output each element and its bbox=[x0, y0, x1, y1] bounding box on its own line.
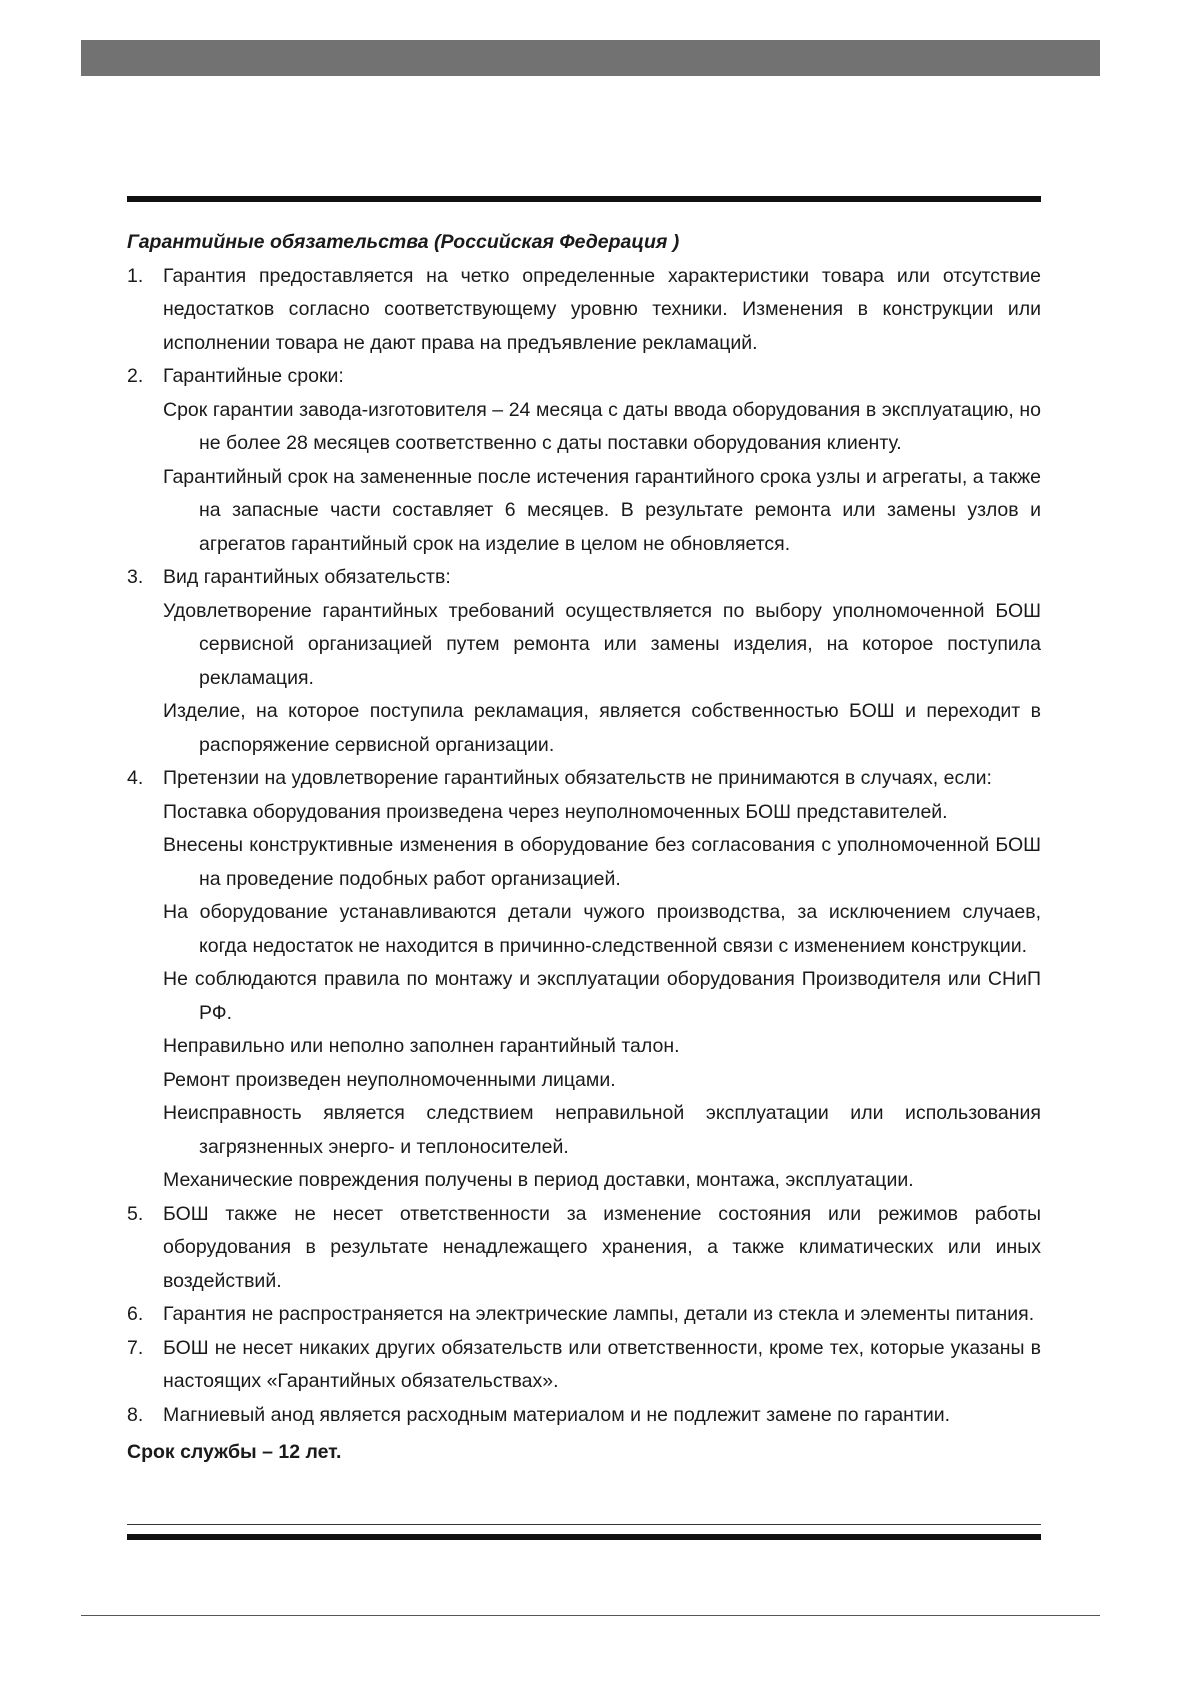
item-number: 1. bbox=[127, 264, 144, 287]
item-number: 4. bbox=[127, 767, 144, 789]
list-item bbox=[127, 561, 1041, 595]
sub-item: Неправильно или неполно заполнен гарантийный талон. bbox=[163, 1035, 680, 1057]
sub-item: Гарантийный срок на замененные после истечения гарантийного срока узлы и агрегаты, а также на запасные части составляет 6 месяцев. В результате ремонта или замены узлов и агрегатов гарантийный срок на изделие в целом не обновляется. bbox=[163, 465, 1041, 555]
sub-item: Поставка оборудования произведена через неуполномоченных БОШ представителей. bbox=[163, 800, 948, 823]
item-number: 8. bbox=[127, 1403, 144, 1426]
footer-rule bbox=[81, 1615, 1100, 1616]
item-number: 6. bbox=[127, 1303, 144, 1325]
sub-item: Удовлетворение гарантийных требований осуществляется по выбору уполномоченной БОШ сервисной организацией путем ремонта или замены изделия, на которое поступила рекламация. bbox=[163, 599, 1041, 689]
sub-item: Неисправность является следствием неправильной эксплуатации или использования загрязненных энерго- и теплоносителей. bbox=[163, 1102, 1041, 1158]
sub-item: На оборудование устанавливаются детали чужого производства, за исключением случаев, когда недостаток не находится в причинно-следственной связи с изменением конструкции. bbox=[163, 901, 1041, 957]
bottom-divider-thick bbox=[127, 1534, 1041, 1540]
item-text: Гарантийные сроки: bbox=[163, 365, 344, 387]
header-bar bbox=[81, 40, 1100, 76]
bottom-divider-thin bbox=[127, 1524, 1041, 1525]
item-text: БОШ не несет никаких других обязательств или ответственности, кроме тех, которые указаны в настоящих «Гарантийных обязательствах». bbox=[163, 1336, 1041, 1392]
list-item bbox=[127, 360, 1041, 394]
item-text: Магниевый анод является расходным материалом и не подлежит замене по гарантии. bbox=[163, 1403, 951, 1426]
sub-item: Внесены конструктивные изменения в оборудование без согласования с уполномоченной БОШ на проведение подобных работ организацией. bbox=[163, 834, 1041, 890]
list-item bbox=[127, 762, 1041, 796]
list-item bbox=[127, 1198, 1041, 1299]
warranty-section bbox=[127, 226, 1041, 1470]
sub-item: Срок гарантии завода-изготовителя – 24 месяца с даты ввода оборудования в эксплуатацию, но не более 28 месяцев соответственно с даты поставки оборудования клиенту. bbox=[163, 398, 1041, 454]
item-number: 7. bbox=[127, 1336, 144, 1359]
list-item bbox=[127, 1399, 1041, 1433]
list-item bbox=[127, 1332, 1041, 1399]
section-title: Гарантийные обязательства (Российская Федерация ) bbox=[127, 231, 680, 253]
item-number: 5. bbox=[127, 1202, 144, 1225]
item-number: 2. bbox=[127, 365, 144, 387]
list-item bbox=[127, 1298, 1041, 1332]
item-text: Вид гарантийных обязательств: bbox=[163, 566, 451, 588]
item-text: Гарантия не распространяется на электрические лампы, детали из стекла и элементы питания. bbox=[163, 1303, 1035, 1325]
item-number: 3. bbox=[127, 566, 144, 588]
list-item bbox=[127, 260, 1041, 361]
item-text: БОШ также не несет ответственности за изменение состояния или режимов работы оборудования в результате ненадлежащего хранения, а также климатических или иных воздействий. bbox=[163, 1202, 1041, 1292]
sub-item: Ремонт произведен неуполномоченными лицами. bbox=[163, 1068, 616, 1091]
sub-item: Механические повреждения получены в период доставки, монтажа, эксплуатации. bbox=[163, 1169, 914, 1191]
item-text: Претензии на удовлетворение гарантийных обязательств не принимаются в случаях, если: bbox=[163, 767, 992, 789]
top-divider bbox=[127, 196, 1041, 202]
item-text: Гарантия предоставляется на четко определенные характеристики товара или отсутствие недостатков согласно соответствующему уровню техники. Изменения в конструкции или исполнении товара не дают права на предъявление рекламаций. bbox=[163, 264, 1041, 354]
service-life: Срок службы – 12 лет. bbox=[127, 1441, 342, 1463]
sub-item: Не соблюдаются правила по монтажу и эксплуатации оборудования Производителя или СНиП РФ. bbox=[163, 968, 1041, 1024]
sub-item: Изделие, на которое поступила рекламация, является собственностью БОШ и переходит в распоряжение сервисной организации. bbox=[163, 700, 1041, 756]
